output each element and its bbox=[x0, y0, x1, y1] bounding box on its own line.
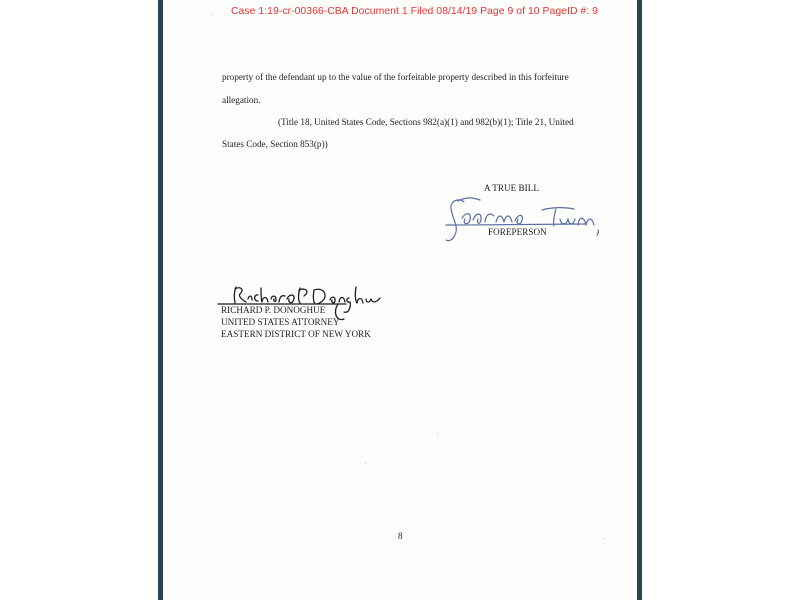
page-number: 8 bbox=[398, 531, 403, 541]
scan-speck bbox=[603, 538, 604, 539]
case-header-stamp: Case 1:19-cr-00366-CBA Document 1 Filed 08/14/19 Page 9 of 10 PageID #: 9 bbox=[231, 6, 598, 17]
attorney-name: RICHARD P. DONOGHUE bbox=[221, 305, 326, 315]
citation-line-1: (Title 18, United States Code, Sections 982(a)(1) and 982(b)(1); Title 21, United bbox=[278, 117, 574, 127]
citation-line-2: States Code, Section 853(p)) bbox=[222, 139, 328, 149]
foreperson-label: FOREPERSON bbox=[488, 227, 547, 237]
attorney-district: EASTERN DISTRICT OF NEW YORK bbox=[221, 329, 371, 339]
scan-speck bbox=[365, 463, 366, 464]
forfeiture-text-line-2: allegation. bbox=[222, 95, 261, 105]
scan-speck bbox=[596, 232, 597, 233]
scan-speck bbox=[437, 433, 438, 434]
forfeiture-text-line-1: property of the defendant up to the value of the forfeitable property described in this forfeiture bbox=[222, 72, 569, 82]
scan-speck bbox=[212, 14, 213, 15]
foreperson-signature bbox=[440, 192, 615, 250]
attorney-title: UNITED STATES ATTORNEY bbox=[221, 317, 340, 327]
true-bill-heading: A TRUE BILL bbox=[484, 183, 539, 193]
